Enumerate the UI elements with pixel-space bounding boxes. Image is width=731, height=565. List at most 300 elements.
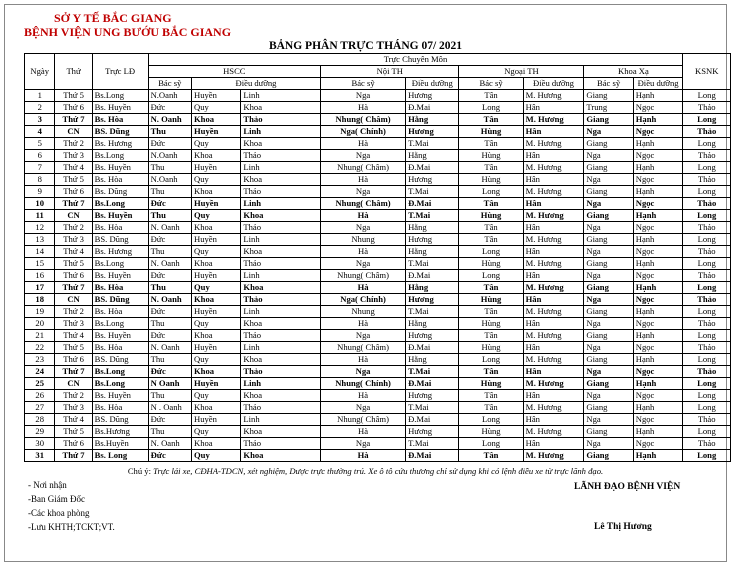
note-text: Trực lái xe, CĐHA-TDCN, xét nghiệm, Dược trực thường trú. Xe ô tô cứu thương chỉ sử dụng khi có lệnh điều xe từ trực lãnh đạo. bbox=[153, 466, 604, 476]
cell-noi-bac-sy: Hà bbox=[321, 210, 406, 222]
cell-hscc-dieu-duong-1: Quy bbox=[192, 102, 241, 114]
cell-hscc-dieu-duong-2: Linh bbox=[241, 198, 321, 210]
cell-weekday: Thứ 3 bbox=[55, 150, 92, 162]
cell-hscc-bac-sy: Đức bbox=[148, 138, 191, 150]
cell-ngoai-dieu-duong: M. Hương bbox=[523, 450, 584, 462]
table-row bbox=[25, 318, 731, 330]
cell-noi-bac-sy: Hà bbox=[321, 282, 406, 294]
cell-hscc-dieu-duong-1: Khoa bbox=[192, 222, 241, 234]
cell-weekday: Thứ 6 bbox=[55, 438, 92, 450]
cell-truc-ld: Bs. Huyền bbox=[92, 270, 148, 282]
cell-hscc-dieu-duong-2: Linh bbox=[241, 162, 321, 174]
cell-xa-bac-sy: Giang bbox=[584, 426, 633, 438]
cell-weekday: Thứ 2 bbox=[55, 222, 92, 234]
cell-hscc-bac-sy: Thu bbox=[148, 282, 191, 294]
cell-xa-dieu-duong: Hạnh bbox=[633, 258, 683, 270]
table-row bbox=[25, 114, 731, 126]
table-row bbox=[25, 138, 731, 150]
cell-hscc-bac-sy: Đức bbox=[148, 366, 191, 378]
cell-noi-bac-sy: Nhung bbox=[321, 306, 406, 318]
cell-ngoai-dieu-duong: M. Hương bbox=[523, 330, 584, 342]
cell-ngoai-dieu-duong: M. Hương bbox=[523, 138, 584, 150]
cell-weekday: Thứ 6 bbox=[55, 186, 92, 198]
cell-day: 11 bbox=[25, 210, 55, 222]
cell-ngoai-bac-sy: Hùng bbox=[459, 210, 523, 222]
cell-ngoai-dieu-duong: M. Hương bbox=[523, 426, 584, 438]
cell-ngoai-dieu-duong: Hân bbox=[523, 222, 584, 234]
header-dept-ngoai-th: Ngoại TH bbox=[459, 66, 584, 78]
cell-day: 26 bbox=[25, 390, 55, 402]
cell-hscc-dieu-duong-2: Thảo bbox=[241, 114, 321, 126]
cell-hscc-bac-sy: N.Oanh bbox=[148, 90, 191, 102]
table-row bbox=[25, 426, 731, 438]
cell-day: 9 bbox=[25, 186, 55, 198]
cell-noi-dieu-duong: T.Mai bbox=[406, 402, 459, 414]
cell-ngoai-dieu-duong: M. Hương bbox=[523, 258, 584, 270]
cell-hscc-dieu-duong-2: Linh bbox=[241, 414, 321, 426]
cell-hscc-dieu-duong-1: Khoa bbox=[192, 402, 241, 414]
cell-ksnk: Thảo bbox=[683, 126, 731, 138]
header-ngoai-dieu-duong: Điều dưỡng bbox=[523, 78, 584, 90]
cell-xa-bac-sy: Giang bbox=[584, 354, 633, 366]
cell-noi-bac-sy: Nga( Chính) bbox=[321, 294, 406, 306]
cell-ngoai-dieu-duong: Hân bbox=[523, 150, 584, 162]
cell-ngoai-bac-sy: Long bbox=[459, 354, 523, 366]
cell-truc-ld: Bs. Huyền bbox=[92, 162, 148, 174]
header-hscc-bac-sy: Bác sỹ bbox=[148, 78, 191, 90]
cell-ngoai-dieu-duong: Hân bbox=[523, 174, 584, 186]
cell-noi-dieu-duong: Hằng bbox=[406, 246, 459, 258]
cell-truc-ld: BS. Dũng bbox=[92, 354, 148, 366]
cell-truc-ld: Bs. Huyền bbox=[92, 210, 148, 222]
recipient-noi-nhan: - Nơi nhận bbox=[28, 480, 67, 490]
cell-truc-ld: Bs. Hòa bbox=[92, 114, 148, 126]
roster-body bbox=[25, 90, 731, 462]
cell-ksnk: Long bbox=[683, 114, 731, 126]
cell-hscc-bac-sy: N . Oanh bbox=[148, 402, 191, 414]
cell-hscc-bac-sy: N. Oanh bbox=[148, 114, 191, 126]
cell-hscc-dieu-duong-2: Linh bbox=[241, 90, 321, 102]
cell-weekday: Thứ 4 bbox=[55, 414, 92, 426]
cell-truc-ld: Bs.Long bbox=[92, 150, 148, 162]
cell-noi-dieu-duong: Hằng bbox=[406, 150, 459, 162]
cell-hscc-dieu-duong-2: Linh bbox=[241, 378, 321, 390]
cell-xa-dieu-duong: Hạnh bbox=[633, 138, 683, 150]
cell-ksnk: Long bbox=[683, 186, 731, 198]
cell-hscc-dieu-duong-1: Quy bbox=[192, 390, 241, 402]
cell-hscc-bac-sy: Đức bbox=[148, 234, 191, 246]
cell-noi-dieu-duong: Đ.Mai bbox=[406, 414, 459, 426]
cell-noi-dieu-duong: Hằng bbox=[406, 282, 459, 294]
table-row bbox=[25, 390, 731, 402]
cell-day: 25 bbox=[25, 378, 55, 390]
cell-ngoai-dieu-duong: M. Hương bbox=[523, 402, 584, 414]
cell-noi-dieu-duong: Đ.Mai bbox=[406, 342, 459, 354]
cell-xa-dieu-duong: Hạnh bbox=[633, 378, 683, 390]
cell-ngoai-bac-sy: Tân bbox=[459, 234, 523, 246]
cell-xa-dieu-duong: Hạnh bbox=[633, 210, 683, 222]
cell-ngoai-bac-sy: Hùng bbox=[459, 318, 523, 330]
cell-hscc-dieu-duong-2: Linh bbox=[241, 234, 321, 246]
cell-ngoai-bac-sy: Hùng bbox=[459, 426, 523, 438]
cell-hscc-dieu-duong-1: Huyền bbox=[192, 126, 241, 138]
cell-ngoai-bac-sy: Tân bbox=[459, 282, 523, 294]
cell-xa-bac-sy: Nga bbox=[584, 342, 633, 354]
cell-xa-bac-sy: Nga bbox=[584, 126, 633, 138]
cell-ngoai-dieu-duong: Hân bbox=[523, 198, 584, 210]
cell-day: 13 bbox=[25, 234, 55, 246]
cell-weekday: CN bbox=[55, 210, 92, 222]
cell-ksnk: Thảo bbox=[683, 150, 731, 162]
cell-day: 21 bbox=[25, 330, 55, 342]
cell-truc-ld: Bs.Long bbox=[92, 90, 148, 102]
cell-ngoai-dieu-duong: M. Hương bbox=[523, 210, 584, 222]
cell-ksnk: Long bbox=[683, 450, 731, 462]
cell-truc-ld: BS. Dũng bbox=[92, 234, 148, 246]
cell-hscc-bac-sy: Thu bbox=[148, 186, 191, 198]
cell-hscc-dieu-duong-1: Khoa bbox=[192, 330, 241, 342]
cell-xa-bac-sy: Nga bbox=[584, 174, 633, 186]
cell-day: 2 bbox=[25, 102, 55, 114]
cell-xa-bac-sy: Nga bbox=[584, 150, 633, 162]
cell-noi-dieu-duong: Hằng bbox=[406, 318, 459, 330]
cell-xa-bac-sy: Nga bbox=[584, 270, 633, 282]
cell-noi-bac-sy: Nhung bbox=[321, 234, 406, 246]
cell-ngoai-dieu-duong: M. Hương bbox=[523, 90, 584, 102]
cell-xa-dieu-duong: Ngọc bbox=[633, 270, 683, 282]
cell-weekday: Thứ 6 bbox=[55, 270, 92, 282]
cell-ngoai-dieu-duong: Hân bbox=[523, 102, 584, 114]
cell-ngoai-dieu-duong: M. Hương bbox=[523, 282, 584, 294]
cell-weekday: Thứ 5 bbox=[55, 90, 92, 102]
cell-weekday: Thứ 3 bbox=[55, 318, 92, 330]
cell-hscc-dieu-duong-2: Khoa bbox=[241, 318, 321, 330]
cell-xa-bac-sy: Nga bbox=[584, 366, 633, 378]
cell-truc-ld: Bs.Long bbox=[92, 318, 148, 330]
cell-truc-ld: Bs. Hòa bbox=[92, 306, 148, 318]
header-hscc-dieu-duong: Điều dưỡng bbox=[192, 78, 321, 90]
table-row bbox=[25, 186, 731, 198]
cell-ngoai-bac-sy: Tân bbox=[459, 222, 523, 234]
cell-xa-dieu-duong: Hạnh bbox=[633, 282, 683, 294]
cell-ngoai-bac-sy: Hùng bbox=[459, 258, 523, 270]
cell-hscc-dieu-duong-2: Thảo bbox=[241, 294, 321, 306]
cell-hscc-dieu-duong-2: Khoa bbox=[241, 102, 321, 114]
cell-hscc-dieu-duong-1: Khoa bbox=[192, 258, 241, 270]
cell-xa-bac-sy: Nga bbox=[584, 318, 633, 330]
cell-xa-bac-sy: Nga bbox=[584, 198, 633, 210]
cell-noi-dieu-duong: Hương bbox=[406, 294, 459, 306]
cell-ksnk: Long bbox=[683, 426, 731, 438]
cell-noi-bac-sy: Nhung( Châm) bbox=[321, 414, 406, 426]
cell-weekday: Thứ 7 bbox=[55, 450, 92, 462]
table-row bbox=[25, 294, 731, 306]
cell-weekday: Thứ 5 bbox=[55, 258, 92, 270]
cell-ksnk: Thảo bbox=[683, 438, 731, 450]
cell-weekday: Thứ 4 bbox=[55, 330, 92, 342]
cell-xa-bac-sy: Nga bbox=[584, 390, 633, 402]
cell-noi-bac-sy: Nga bbox=[321, 258, 406, 270]
cell-weekday: Thứ 3 bbox=[55, 402, 92, 414]
cell-ngoai-bac-sy: Tân bbox=[459, 402, 523, 414]
cell-ngoai-dieu-duong: M. Hương bbox=[523, 234, 584, 246]
cell-noi-dieu-duong: T.Mai bbox=[406, 438, 459, 450]
cell-hscc-dieu-duong-1: Huyền bbox=[192, 270, 241, 282]
table-row bbox=[25, 102, 731, 114]
cell-hscc-dieu-duong-1: Quy bbox=[192, 246, 241, 258]
cell-day: 1 bbox=[25, 90, 55, 102]
cell-hscc-dieu-duong-2: Khoa bbox=[241, 390, 321, 402]
cell-noi-dieu-duong: Đ.Mai bbox=[406, 162, 459, 174]
cell-xa-bac-sy: Giang bbox=[584, 330, 633, 342]
cell-hscc-dieu-duong-1: Huyền bbox=[192, 414, 241, 426]
cell-truc-ld: Bs. Huyền bbox=[92, 390, 148, 402]
cell-hscc-bac-sy: Thu bbox=[148, 318, 191, 330]
cell-noi-bac-sy: Nga bbox=[321, 150, 406, 162]
cell-hscc-bac-sy: Đức bbox=[148, 306, 191, 318]
table-row bbox=[25, 282, 731, 294]
cell-ngoai-bac-sy: Tân bbox=[459, 90, 523, 102]
cell-noi-dieu-duong: T.Mai bbox=[406, 210, 459, 222]
cell-noi-dieu-duong: T.Mai bbox=[406, 186, 459, 198]
cell-weekday: Thứ 4 bbox=[55, 162, 92, 174]
cell-ngoai-dieu-duong: Hân bbox=[523, 246, 584, 258]
cell-xa-dieu-duong: Hạnh bbox=[633, 234, 683, 246]
cell-xa-dieu-duong: Ngọc bbox=[633, 294, 683, 306]
cell-xa-bac-sy: Giang bbox=[584, 90, 633, 102]
cell-hscc-bac-sy: N. Oanh bbox=[148, 258, 191, 270]
cell-xa-dieu-duong: Ngọc bbox=[633, 318, 683, 330]
cell-noi-dieu-duong: Đ.Mai bbox=[406, 378, 459, 390]
cell-weekday: Thứ 7 bbox=[55, 114, 92, 126]
cell-xa-dieu-duong: Hạnh bbox=[633, 114, 683, 126]
cell-hscc-dieu-duong-1: Quy bbox=[192, 318, 241, 330]
cell-truc-ld: Bs.Hương bbox=[92, 426, 148, 438]
cell-ngoai-dieu-duong: Hân bbox=[523, 414, 584, 426]
cell-noi-dieu-duong: Đ.Mai bbox=[406, 450, 459, 462]
cell-weekday: Thứ 2 bbox=[55, 138, 92, 150]
cell-ngoai-bac-sy: Long bbox=[459, 270, 523, 282]
cell-truc-ld: Bs. Huyền bbox=[92, 102, 148, 114]
cell-hscc-dieu-duong-1: Huyền bbox=[192, 90, 241, 102]
cell-ngoai-dieu-duong: M. Hương bbox=[523, 378, 584, 390]
cell-noi-dieu-duong: T.Mai bbox=[406, 306, 459, 318]
cell-noi-bac-sy: Hà bbox=[321, 390, 406, 402]
cell-hscc-dieu-duong-2: Linh bbox=[241, 126, 321, 138]
cell-ngoai-dieu-duong: Hân bbox=[523, 270, 584, 282]
cell-ngoai-dieu-duong: M. Hương bbox=[523, 354, 584, 366]
cell-day: 6 bbox=[25, 150, 55, 162]
header-dept-hscc: HSCC bbox=[148, 66, 320, 78]
cell-noi-bac-sy: Hà bbox=[321, 102, 406, 114]
cell-noi-dieu-duong: Hương bbox=[406, 174, 459, 186]
cell-xa-bac-sy: Nga bbox=[584, 438, 633, 450]
cell-day: 17 bbox=[25, 282, 55, 294]
cell-ksnk: Long bbox=[683, 354, 731, 366]
cell-xa-dieu-duong: Ngọc bbox=[633, 102, 683, 114]
cell-hscc-dieu-duong-2: Thảo bbox=[241, 186, 321, 198]
cell-hscc-dieu-duong-1: Quy bbox=[192, 174, 241, 186]
cell-noi-bac-sy: Hà bbox=[321, 450, 406, 462]
cell-noi-dieu-duong: Đ.Mai bbox=[406, 270, 459, 282]
cell-hscc-dieu-duong-2: Khoa bbox=[241, 354, 321, 366]
table-row bbox=[25, 210, 731, 222]
cell-weekday: Thứ 5 bbox=[55, 174, 92, 186]
table-row bbox=[25, 378, 731, 390]
cell-weekday: Thứ 4 bbox=[55, 246, 92, 258]
cell-hscc-dieu-duong-2: Khoa bbox=[241, 450, 321, 462]
cell-ksnk: Long bbox=[683, 402, 731, 414]
cell-xa-dieu-duong: Hạnh bbox=[633, 162, 683, 174]
cell-xa-bac-sy: Nga bbox=[584, 222, 633, 234]
cell-hscc-bac-sy: Thu bbox=[148, 210, 191, 222]
cell-ngoai-bac-sy: Tân bbox=[459, 162, 523, 174]
cell-xa-bac-sy: Giang bbox=[584, 138, 633, 150]
cell-noi-bac-sy: Nhung( Châm) bbox=[321, 342, 406, 354]
table-row bbox=[25, 90, 731, 102]
cell-ksnk: Long bbox=[683, 282, 731, 294]
cell-noi-bac-sy: Nga bbox=[321, 366, 406, 378]
cell-hscc-dieu-duong-1: Huyền bbox=[192, 306, 241, 318]
cell-noi-bac-sy: Nga bbox=[321, 90, 406, 102]
cell-xa-dieu-duong: Hạnh bbox=[633, 426, 683, 438]
cell-truc-ld: Bs.Long bbox=[92, 198, 148, 210]
cell-noi-dieu-duong: T.Mai bbox=[406, 258, 459, 270]
cell-hscc-dieu-duong-1: Quy bbox=[192, 210, 241, 222]
cell-xa-dieu-duong: Hạnh bbox=[633, 354, 683, 366]
cell-truc-ld: Bs. Hương bbox=[92, 138, 148, 150]
cell-hscc-dieu-duong-1: Quy bbox=[192, 138, 241, 150]
cell-hscc-bac-sy: Đức bbox=[148, 198, 191, 210]
cell-hscc-dieu-duong-1: Huyền bbox=[192, 234, 241, 246]
cell-xa-bac-sy: Giang bbox=[584, 162, 633, 174]
cell-noi-bac-sy: Nga bbox=[321, 402, 406, 414]
cell-hscc-dieu-duong-1: Khoa bbox=[192, 150, 241, 162]
cell-hscc-dieu-duong-2: Linh bbox=[241, 342, 321, 354]
cell-weekday: Thứ 6 bbox=[55, 102, 92, 114]
cell-noi-dieu-duong: T.Mai bbox=[406, 366, 459, 378]
cell-ngoai-dieu-duong: M. Hương bbox=[523, 114, 584, 126]
cell-ksnk: Long bbox=[683, 210, 731, 222]
cell-hscc-dieu-duong-1: Quy bbox=[192, 450, 241, 462]
cell-ksnk: Thảo bbox=[683, 246, 731, 258]
header-truc-ld: Trực LĐ bbox=[92, 54, 148, 90]
cell-xa-bac-sy: Giang bbox=[584, 282, 633, 294]
cell-hscc-dieu-duong-2: Thảo bbox=[241, 222, 321, 234]
table-row bbox=[25, 198, 731, 210]
cell-ngoai-bac-sy: Long bbox=[459, 246, 523, 258]
cell-truc-ld: BS. Dũng bbox=[92, 126, 148, 138]
cell-xa-bac-sy: Giang bbox=[584, 402, 633, 414]
cell-noi-bac-sy: Hà bbox=[321, 174, 406, 186]
cell-day: 31 bbox=[25, 450, 55, 462]
cell-ngoai-dieu-duong: M. Hương bbox=[523, 186, 584, 198]
cell-hscc-dieu-duong-1: Khoa bbox=[192, 294, 241, 306]
cell-hscc-dieu-duong-2: Thảo bbox=[241, 150, 321, 162]
cell-xa-dieu-duong: Hạnh bbox=[633, 402, 683, 414]
table-row bbox=[25, 330, 731, 342]
cell-ngoai-bac-sy: Tân bbox=[459, 198, 523, 210]
cell-day: 24 bbox=[25, 366, 55, 378]
cell-day: 23 bbox=[25, 354, 55, 366]
cell-xa-bac-sy: Nga bbox=[584, 414, 633, 426]
cell-day: 12 bbox=[25, 222, 55, 234]
cell-ngoai-bac-sy: Tân bbox=[459, 366, 523, 378]
cell-ksnk: Thảo bbox=[683, 294, 731, 306]
recipient-luu: -Lưu KHTH;TCKT;VT. bbox=[28, 522, 115, 532]
cell-hscc-bac-sy: N.Oanh bbox=[148, 150, 191, 162]
cell-weekday: Thứ 5 bbox=[55, 426, 92, 438]
note-label: Chú ý: bbox=[127, 466, 154, 476]
cell-ksnk: Thảo bbox=[683, 222, 731, 234]
cell-noi-bac-sy: Nga bbox=[321, 222, 406, 234]
duty-roster-table bbox=[24, 53, 731, 462]
table-row bbox=[25, 414, 731, 426]
cell-ksnk: Thảo bbox=[683, 366, 731, 378]
cell-hscc-dieu-duong-1: Khoa bbox=[192, 114, 241, 126]
cell-noi-dieu-duong: T.Mai bbox=[406, 138, 459, 150]
cell-xa-bac-sy: Giang bbox=[584, 450, 633, 462]
cell-ksnk: Thảo bbox=[683, 198, 731, 210]
cell-ngoai-bac-sy: Tân bbox=[459, 390, 523, 402]
cell-ksnk: Long bbox=[683, 390, 731, 402]
table-row bbox=[25, 366, 731, 378]
cell-noi-bac-sy: Nhung( Chính) bbox=[321, 378, 406, 390]
cell-weekday: CN bbox=[55, 378, 92, 390]
cell-hscc-bac-sy: N. Oanh bbox=[148, 438, 191, 450]
cell-truc-ld: Bs.Huyền bbox=[92, 438, 148, 450]
cell-noi-dieu-duong: Hương bbox=[406, 126, 459, 138]
cell-ngoai-bac-sy: Hùng bbox=[459, 150, 523, 162]
header-xa-bac-sy: Bác sỹ bbox=[584, 78, 633, 90]
cell-hscc-dieu-duong-2: Thảo bbox=[241, 366, 321, 378]
cell-hscc-dieu-duong-1: Khoa bbox=[192, 438, 241, 450]
cell-xa-bac-sy: Giang bbox=[584, 210, 633, 222]
cell-weekday: Thứ 7 bbox=[55, 282, 92, 294]
cell-truc-ld: Bs. Hòa bbox=[92, 402, 148, 414]
cell-day: 7 bbox=[25, 162, 55, 174]
cell-hscc-bac-sy: Đức bbox=[148, 102, 191, 114]
cell-hscc-bac-sy: N Oanh bbox=[148, 378, 191, 390]
cell-ngoai-dieu-duong: Hân bbox=[523, 126, 584, 138]
cell-day: 3 bbox=[25, 114, 55, 126]
cell-xa-dieu-duong: Hạnh bbox=[633, 450, 683, 462]
cell-xa-dieu-duong: Ngọc bbox=[633, 438, 683, 450]
cell-noi-dieu-duong: Hương bbox=[406, 234, 459, 246]
cell-truc-ld: Bs. Dũng bbox=[92, 186, 148, 198]
cell-noi-dieu-duong: Hương bbox=[406, 90, 459, 102]
cell-noi-bac-sy: Hà bbox=[321, 354, 406, 366]
table-row bbox=[25, 270, 731, 282]
cell-day: 4 bbox=[25, 126, 55, 138]
cell-xa-dieu-duong: Hạnh bbox=[633, 306, 683, 318]
cell-hscc-dieu-duong-1: Huyền bbox=[192, 198, 241, 210]
cell-ngoai-bac-sy: Hùng bbox=[459, 174, 523, 186]
cell-noi-dieu-duong: Đ.Mai bbox=[406, 198, 459, 210]
cell-day: 5 bbox=[25, 138, 55, 150]
cell-day: 19 bbox=[25, 306, 55, 318]
cell-hscc-dieu-duong-1: Quy bbox=[192, 282, 241, 294]
cell-ksnk: Long bbox=[683, 90, 731, 102]
table-row bbox=[25, 258, 731, 270]
note bbox=[0, 466, 731, 476]
cell-xa-dieu-duong: Hạnh bbox=[633, 330, 683, 342]
cell-xa-dieu-duong: Ngọc bbox=[633, 126, 683, 138]
cell-hscc-dieu-duong-2: Linh bbox=[241, 306, 321, 318]
header-thu: Thứ bbox=[55, 54, 92, 90]
cell-xa-bac-sy: Nga bbox=[584, 294, 633, 306]
cell-ksnk: Thảo bbox=[683, 270, 731, 282]
